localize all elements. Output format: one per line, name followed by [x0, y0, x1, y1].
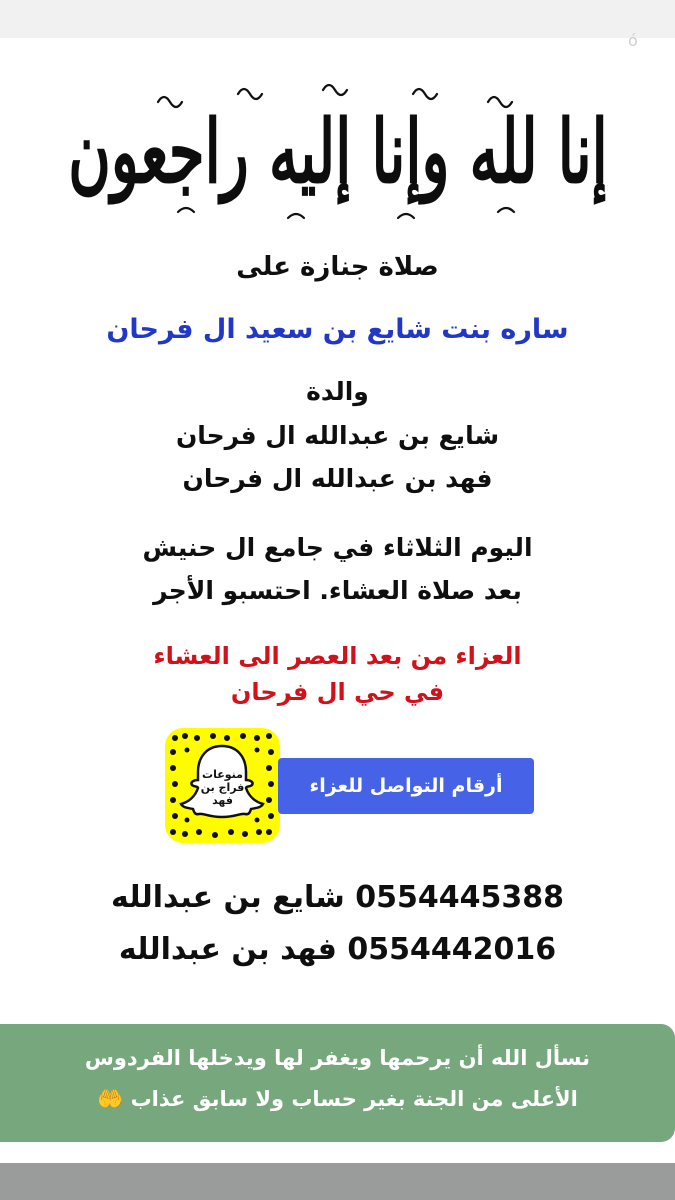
calligraphy-header [68, 72, 608, 232]
prayer-time-line-1: اليوم الثلاثاء في جامع ال حنيش [142, 533, 533, 562]
son-name-1: شايع بن عبدالله ال فرحان [175, 421, 500, 450]
top-status-strip [0, 0, 675, 38]
contact-numbers-button[interactable]: أرقام التواصل للعزاء [278, 758, 534, 814]
calligraphy-text: إنا لله وإنا إليه راجعون [68, 101, 608, 203]
prayer-time-line-2: بعد صلاة العشاء. احتسبو الأجر [153, 576, 522, 605]
top-corner-mark: ó [628, 31, 638, 50]
prayer-line-2: الأعلى من الجنة بغير حساب ولا سابق عذاب 🤲 [97, 1087, 578, 1111]
snapcode-caption [185, 768, 260, 807]
son-name-2: فهد بن عبدالله ال فرحان [182, 464, 493, 493]
bottom-bar [0, 1163, 675, 1200]
phone-contact-2[interactable]: 0554442016 فهد بن عبدالله [118, 932, 557, 967]
condolence-line-1: العزاء من بعد العصر الى العشاء [153, 642, 522, 670]
funeral-intro: صلاة جنازة على [236, 252, 439, 282]
prayer-box [0, 1024, 675, 1142]
prayer-line-1: نسأل الله أن يرحمها ويغفر لها ويدخلها الفردوس [84, 1046, 591, 1070]
deceased-name: ساره بنت شايع بن سعيد ال فرحان [106, 314, 569, 345]
condolence-line-2: في حي ال فرحان [230, 678, 445, 706]
mother-of-label: والدة [306, 377, 369, 406]
snapcode-line-1: منوعات [202, 768, 243, 781]
snapcode-line-3: فهد [212, 794, 233, 807]
snapcode-line-2: فراج بن [200, 781, 245, 794]
phone-contact-1[interactable]: 0554445388 شايع بن عبدالله [111, 880, 564, 915]
snapcode[interactable] [165, 728, 280, 843]
